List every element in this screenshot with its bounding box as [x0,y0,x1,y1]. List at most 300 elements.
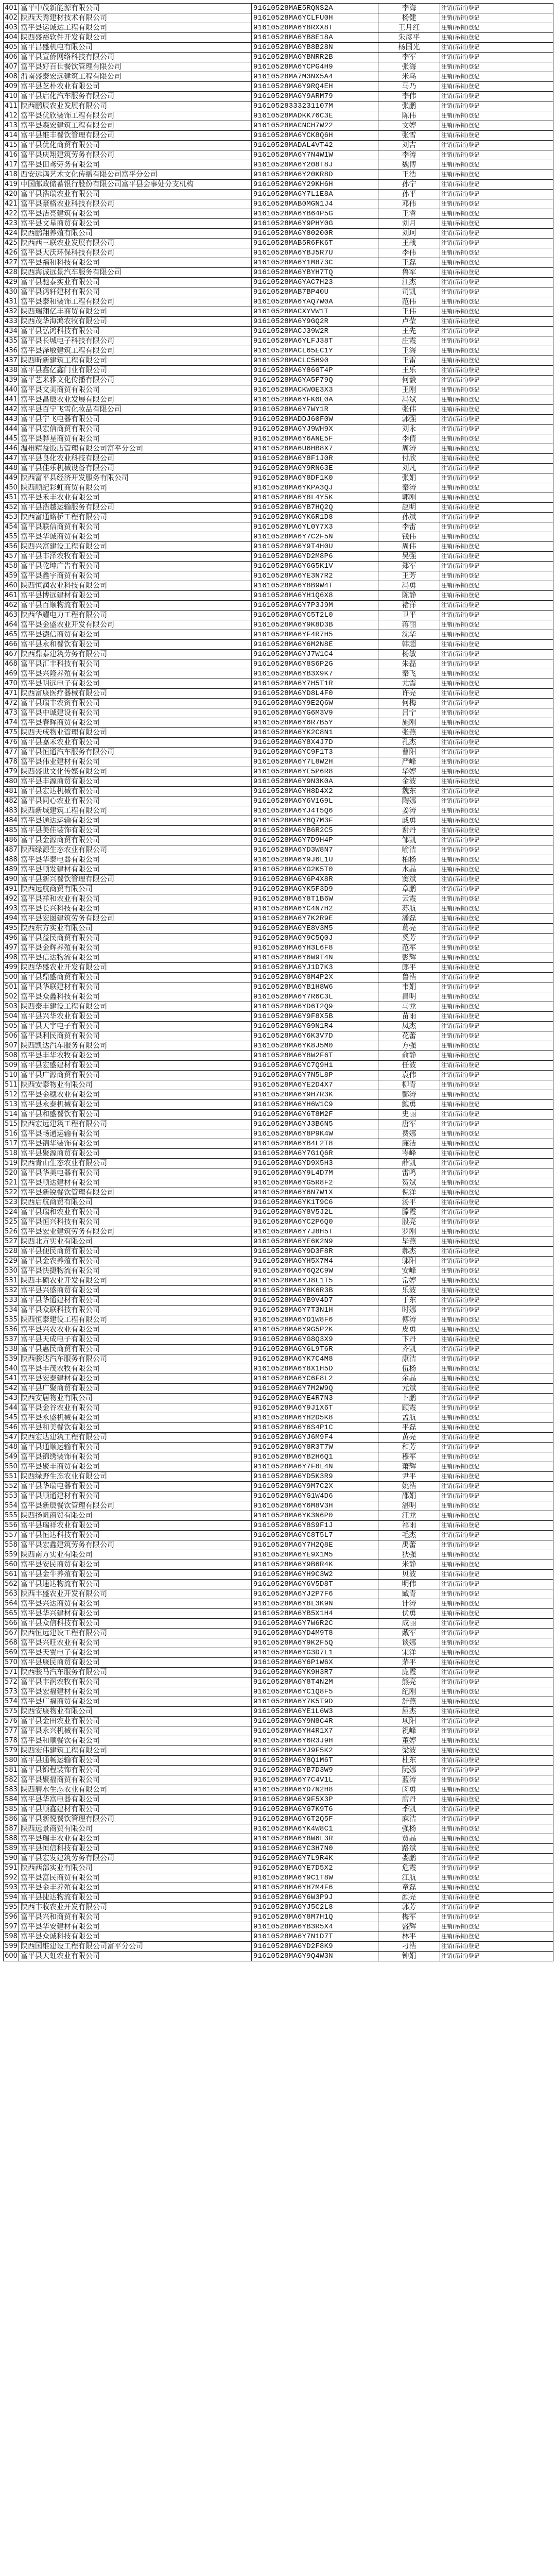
row-number-cell: 460 [4,581,19,591]
company-name-cell: 富平县华美电器有限公司 [19,1168,252,1178]
status-note-cell: 注销(吊销)登记 [440,62,553,72]
credit-code-cell: 91610528MA6YG3D7L1 [252,1648,378,1658]
company-name-cell: 富平县禾丰农业有限公司 [19,493,252,503]
legal-person-cell: 柳青 [378,1080,440,1090]
row-number-cell: 456 [4,542,19,552]
legal-person-cell: 谢丹 [378,826,440,836]
legal-person-cell: 殷亮 [378,1217,440,1227]
table-row [4,101,553,111]
table-row [4,581,553,591]
credit-code-cell: 91610528MA6Y9J6L1U [252,855,378,865]
company-name-cell: 陕西绿野生态农业有限公司 [19,1472,252,1482]
row-number-cell: 598 [4,1932,19,1942]
credit-code-cell: 91610528MA6YE9X1M5 [252,1550,378,1560]
credit-code-cell: 91610528MA6Y6M2N8E [252,640,378,650]
company-name-cell: 陕西宏远建筑工程有限公司 [19,1120,252,1129]
table-row [4,973,553,982]
credit-code-cell: 91610528MA6Y86GT4P [252,366,378,376]
company-name-cell: 富平县利民商贸有限公司 [19,1031,252,1041]
row-number-cell: 482 [4,796,19,806]
company-name-cell: 富平县华泰电器有限公司 [19,855,252,865]
credit-code-cell: 91610528MACJ39W2R [252,327,378,336]
row-number-cell: 535 [4,1315,19,1325]
company-name-cell: 陕西茂华海鸿农牧有限公司 [19,317,252,327]
legal-person-cell: 成丽 [378,1619,440,1629]
table-row [4,1403,553,1413]
company-name-cell: 陕西丰盛农业开发有限公司 [19,1589,252,1599]
table-row [4,1345,553,1354]
credit-code-cell: 91610528MA6Y9PHY0G [252,219,378,229]
company-name-cell: 富平县森宏建筑工程有限公司 [19,121,252,131]
row-number-cell: 447 [4,454,19,464]
row-number-cell: 440 [4,385,19,395]
table-row [4,268,553,278]
company-name-cell: 富平县美佳装饰有限公司 [19,826,252,836]
company-name-cell: 富平县金田农业有限公司 [19,1717,252,1726]
company-name-cell: 富平县丰润农牧有限公司 [19,1677,252,1687]
table-row [4,434,553,444]
table-row [4,885,553,894]
row-number-cell: 442 [4,405,19,415]
table-row [4,1051,553,1061]
legal-person-cell: 林平 [378,1932,440,1942]
legal-person-cell: 刘凡 [378,464,440,473]
company-name-cell: 富平县快捷物流有限公司 [19,1266,252,1276]
table-row [4,1785,553,1795]
status-note-cell: 注销(吊销)登记 [440,845,553,855]
credit-code-cell: 91610528MA6Y6L9T6R [252,1345,378,1354]
company-name-cell: 陕西海诚远景汽车服务有限公司 [19,268,252,278]
table-row [4,1100,553,1110]
status-note-cell: 注销(吊销)登记 [440,1609,553,1619]
company-name-cell: 富平县和盛餐饮有限公司 [19,1110,252,1120]
table-row [4,1472,553,1482]
table-row [4,699,553,708]
company-name-cell: 富平县富民商贸有限公司 [19,1873,252,1883]
credit-code-cell: 91610528MA6YG7K9T6 [252,1805,378,1815]
status-note-cell: 注销(吊销)登记 [440,307,553,317]
table-row [4,1746,553,1756]
row-number-cell: 466 [4,640,19,650]
status-note-cell: 注销(吊销)登记 [440,640,553,650]
row-number-cell: 585 [4,1805,19,1815]
credit-code-cell: 91610528MA6Y8W2F6T [252,1051,378,1061]
company-name-cell: 富平县广源商贸有限公司 [19,1071,252,1080]
company-name-cell: 富平县好百世餐饮管理有限公司 [19,62,252,72]
legal-person-cell: 王刚 [378,385,440,395]
row-number-cell: 541 [4,1374,19,1384]
status-note-cell: 注销(吊销)登记 [440,659,553,669]
table-row [4,1619,553,1629]
company-name-cell: 富平县金辉养殖有限公司 [19,943,252,953]
table-row [4,160,553,170]
legal-person-cell: 臧青 [378,1589,440,1599]
table-row [4,650,553,659]
row-number-cell: 549 [4,1452,19,1462]
legal-person-cell: 戚勇 [378,816,440,826]
legal-person-cell: 明伟 [378,1580,440,1589]
status-note-cell: 注销(吊销)登记 [440,101,553,111]
legal-person-cell: 纪刚 [378,1687,440,1697]
company-name-cell: 富平县博远建材有限公司 [19,591,252,601]
table-row [4,1873,553,1883]
status-note-cell: 注销(吊销)登记 [440,894,553,904]
status-note-cell: 注销(吊销)登记 [440,1805,553,1815]
table-row [4,1022,553,1031]
table-row [4,1677,553,1687]
row-number-cell: 426 [4,248,19,258]
table-row [4,1061,553,1071]
status-note-cell: 注销(吊销)登记 [440,111,553,121]
credit-code-cell: 91610528MAB0MGN1J4 [252,199,378,209]
status-note-cell: 注销(吊销)登记 [440,219,553,229]
status-note-cell: 注销(吊销)登记 [440,1051,553,1061]
status-note-cell: 注销(吊销)登记 [440,1824,553,1834]
legal-person-cell: 陈伟 [378,111,440,121]
status-note-cell: 注销(吊销)登记 [440,1746,553,1756]
row-number-cell: 588 [4,1834,19,1844]
row-number-cell: 502 [4,992,19,1002]
legal-person-cell: 齐凯 [378,1345,440,1354]
row-number-cell: 463 [4,611,19,620]
legal-person-cell: 强杨 [378,1824,440,1834]
legal-person-cell: 杜东 [378,1756,440,1766]
table-row [4,1090,553,1100]
status-note-cell: 注销(吊销)登记 [440,1286,553,1296]
company-name-cell: 富平县瑞丰农业有限公司 [19,1834,252,1844]
legal-person-cell: 司凯 [378,287,440,297]
legal-person-cell: 朱彦平 [378,33,440,43]
status-note-cell: 注销(吊销)登记 [440,943,553,953]
legal-person-cell: 任波 [378,1061,440,1071]
status-note-cell: 注销(吊销)登记 [440,1452,553,1462]
legal-person-cell: 李雷 [378,522,440,532]
row-number-cell: 574 [4,1697,19,1707]
status-note-cell: 注销(吊销)登记 [440,1090,553,1100]
legal-person-cell: 项阳 [378,1717,440,1726]
row-number-cell: 544 [4,1403,19,1413]
legal-person-cell: 孙平 [378,190,440,199]
row-number-cell: 580 [4,1756,19,1766]
credit-code-cell: 91610528MA6YCPG4H9 [252,62,378,72]
company-name-cell: 陕西富康医疗器械有限公司 [19,689,252,699]
table-row [4,522,553,532]
status-note-cell: 注销(吊销)登记 [440,1815,553,1824]
company-name-cell: 富平县鸿轩建材有限公司 [19,287,252,297]
legal-person-cell: 文婷 [378,121,440,131]
row-number-cell: 405 [4,43,19,53]
row-number-cell: 498 [4,953,19,963]
credit-code-cell: 91610528MA6Y7L8W2H [252,757,378,767]
company-name-cell: 富平县天成电子有限公司 [19,1335,252,1345]
credit-code-cell: 91610528MA6Y9E2Q6W [252,699,378,708]
company-name-cell: 富平县长兴科技有限公司 [19,904,252,914]
row-number-cell: 441 [4,395,19,405]
legal-person-cell: 席丹 [378,1795,440,1805]
legal-person-cell: 庄霞 [378,336,440,346]
status-note-cell: 注销(吊销)登记 [440,297,553,307]
row-number-cell: 410 [4,92,19,101]
row-number-cell: 561 [4,1570,19,1580]
row-number-cell: 480 [4,777,19,787]
company-name-cell: 富平县永泰机械有限公司 [19,1100,252,1110]
row-number-cell: 543 [4,1394,19,1403]
credit-code-cell: 91610528MA6YCK8Q6H [252,131,378,141]
table-row [4,718,553,728]
status-note-cell: 注销(吊销)登记 [440,1159,553,1168]
credit-code-cell: 91610528MA6YE4R7N3 [252,1394,378,1403]
credit-code-cell: 91610528MA6Y6R3J9H [252,1736,378,1746]
row-number-cell: 527 [4,1237,19,1247]
company-name-cell: 陕西天秀建材技术有限公司 [19,13,252,23]
credit-code-cell: 91610528MA6YK2C8N1 [252,728,378,738]
credit-code-cell: 91610528MA6YD1W8F6 [252,1315,378,1325]
legal-person-cell: 伏勇 [378,1609,440,1619]
legal-person-cell: 鲍勇 [378,1100,440,1110]
status-note-cell: 注销(吊销)登记 [440,1550,553,1560]
table-row [4,777,553,787]
row-number-cell: 493 [4,904,19,914]
legal-person-cell: 麻洁 [378,1815,440,1824]
credit-code-cell: 91610528MA6Y9F8X5B [252,1012,378,1022]
legal-person-cell: 张伟 [378,405,440,415]
company-name-cell: 陕西华耀电力工程有限公司 [19,611,252,620]
legal-person-cell: 奚芳 [378,934,440,943]
row-number-cell: 494 [4,914,19,924]
credit-code-cell: 91610528MA6YG9N1R4 [252,1022,378,1031]
company-name-cell: 富平县金穗农业有限公司 [19,1090,252,1100]
company-name-cell: 富平县华瑞电器有限公司 [19,1482,252,1492]
table-row [4,473,553,483]
table-row [4,659,553,669]
company-name-cell: 富平县丰泽农牧有限公司 [19,552,252,562]
company-name-cell: 富平县众信科技有限公司 [19,1619,252,1629]
legal-person-cell: 施刚 [378,718,440,728]
status-note-cell: 注销(吊销)登记 [440,209,553,219]
status-note-cell: 注销(吊销)登记 [440,356,553,366]
row-number-cell: 593 [4,1883,19,1893]
status-note-cell: 注销(吊销)登记 [440,43,553,53]
company-name-cell: 富平县庆翔建筑劳务有限公司 [19,150,252,160]
credit-code-cell: 91610528MA6Y7WY1R [252,405,378,415]
company-name-cell: 富平县丰源商贸有限公司 [19,777,252,787]
row-number-cell: 401 [4,4,19,13]
table-row [4,1805,553,1815]
legal-person-cell: 王乐 [378,366,440,376]
credit-code-cell: 91610528MA6Y9D3F8R [252,1247,378,1257]
legal-person-cell: 孙宁 [378,180,440,190]
row-number-cell: 434 [4,327,19,336]
company-name-cell: 富平县永兴机械有限公司 [19,1726,252,1736]
company-name-cell: 陕西北方实业有限公司 [19,1237,252,1247]
credit-code-cell: 91610528MA6Y6R7B5Y [252,718,378,728]
legal-person-cell: 王先 [378,327,440,336]
company-name-cell: 陕西宏达建筑工程有限公司 [19,1433,252,1443]
legal-person-cell: 秦飞 [378,669,440,679]
legal-person-cell: 颜亮 [378,1893,440,1903]
table-row [4,542,553,552]
status-note-cell: 注销(吊销)登记 [440,1677,553,1687]
status-note-cell: 注销(吊销)登记 [440,806,553,816]
table-row [4,757,553,767]
status-note-cell: 注销(吊销)登记 [440,1707,553,1717]
status-note-cell: 注销(吊销)登记 [440,1511,553,1521]
status-note-cell: 注销(吊销)登记 [440,1736,553,1746]
table-row [4,43,553,53]
table-row [4,640,553,650]
status-note-cell: 注销(吊销)登记 [440,1394,553,1403]
status-note-cell: 注销(吊销)登记 [440,992,553,1002]
company-name-cell: 富平县百顺物流有限公司 [19,601,252,611]
status-note-cell: 注销(吊销)登记 [440,23,553,33]
row-number-cell: 469 [4,669,19,679]
row-number-cell: 538 [4,1345,19,1354]
company-name-cell: 富平县瑞和农业有限公司 [19,1208,252,1217]
row-number-cell: 491 [4,885,19,894]
table-row [4,1775,553,1785]
credit-code-cell: 91610528MA6YA5F79Q [252,376,378,385]
credit-code-cell: 91610528MA6Y6N7W1X [252,1188,378,1198]
credit-code-cell: 91610528MA6Y8P9K4W [252,1129,378,1139]
row-number-cell: 473 [4,708,19,718]
table-row [4,1629,553,1638]
company-name-cell: 中国邮政储蓄银行股份有限公司富平县会事处分支机构 [19,180,252,190]
status-note-cell: 注销(吊销)登记 [440,1844,553,1854]
table-row [4,376,553,385]
credit-code-cell: 91610528MACLC5H90 [252,356,378,366]
table-row [4,982,553,992]
status-note-cell: 注销(吊销)登记 [440,425,553,434]
legal-person-cell: 昌明 [378,992,440,1002]
row-number-cell: 403 [4,23,19,33]
table-row [4,1912,553,1922]
legal-person-cell: 水晶 [378,865,440,875]
row-number-cell: 584 [4,1795,19,1805]
credit-code-cell: 91610528MA6Y7N4W1W [252,150,378,160]
table-row [4,1648,553,1658]
status-note-cell: 注销(吊销)登记 [440,366,553,376]
status-note-cell: 注销(吊销)登记 [440,601,553,611]
credit-code-cell: 91610528MA6YJ1D7K3 [252,963,378,973]
status-note-cell: 注销(吊销)登记 [440,405,553,415]
company-name-cell: 陕西恒远建设工程有限公司 [19,1629,252,1638]
credit-code-cell: 91610528MA6YB1H8W6 [252,982,378,992]
row-number-cell: 552 [4,1482,19,1492]
credit-code-cell: 91610528MA6YK7C4M8 [252,1354,378,1364]
status-note-cell: 注销(吊销)登记 [440,953,553,963]
table-row [4,708,553,718]
company-name-cell: 陕西远航商贸有限公司 [19,885,252,894]
row-number-cell: 575 [4,1707,19,1717]
company-name-cell: 陕西安居物业有限公司 [19,1394,252,1403]
row-number-cell: 472 [4,699,19,708]
company-name-cell: 富平县天宇电子有限公司 [19,1022,252,1031]
company-name-cell: 富平县泰和装饰工程有限公司 [19,297,252,307]
status-note-cell: 注销(吊销)登记 [440,1492,553,1501]
status-note-cell: 注销(吊销)登记 [440,1178,553,1188]
company-name-cell: 陕西安康物业有限公司 [19,1707,252,1717]
credit-code-cell: 91610528MADKK76C3E [252,111,378,121]
status-note-cell: 注销(吊销)登记 [440,679,553,689]
row-number-cell: 487 [4,845,19,855]
credit-code-cell: 91610528MA6Y9K8D3B [252,620,378,630]
credit-code-cell: 91610528MAB5R6FK6T [252,239,378,248]
table-row [4,1423,553,1433]
legal-person-cell: 滕霞 [378,1208,440,1217]
credit-code-cell: 91610528MA6YB3R5X4 [252,1922,378,1932]
company-name-cell: 富平县华兴建材有限公司 [19,1609,252,1619]
status-note-cell: 注销(吊销)登记 [440,141,553,150]
company-name-cell: 富平县芝朴农业有限公司 [19,82,252,92]
row-number-cell: 432 [4,307,19,317]
table-row [4,1531,553,1540]
row-number-cell: 486 [4,836,19,845]
table-row [4,53,553,62]
table-row [4,1560,553,1570]
legal-person-cell: 梅军 [378,1912,440,1922]
credit-code-cell: 91610528MA6Y6T8M2F [252,1110,378,1120]
company-name-cell: 富平县泽敏建筑工程有限公司 [19,346,252,356]
table-row [4,503,553,513]
status-note-cell: 注销(吊销)登记 [440,1717,553,1726]
row-number-cell: 569 [4,1648,19,1658]
legal-person-cell: 方强 [378,1041,440,1051]
company-name-cell: 富平县驰泰实业有限公司 [19,278,252,287]
company-name-cell: 陕西天成物业管理有限公司 [19,728,252,738]
credit-code-cell: 91610528MA6Y8RXX8T [252,23,378,33]
status-note-cell: 注销(吊销)登记 [440,248,553,258]
row-number-cell: 564 [4,1599,19,1609]
credit-code-cell: 91610528MA6Y29KH6H [252,180,378,190]
table-row [4,630,553,640]
credit-code-cell: 91610528MA6YB7HQ2Q [252,503,378,513]
table-row [4,1854,553,1863]
legal-person-cell: 娄鹏 [378,1854,440,1863]
table-row [4,806,553,816]
row-number-cell: 577 [4,1726,19,1736]
company-name-cell: 富平县广聚商贸有限公司 [19,1384,252,1394]
status-note-cell: 注销(吊销)登记 [440,1237,553,1247]
row-number-cell: 531 [4,1276,19,1286]
table-row [4,669,553,679]
table-row [4,1844,553,1854]
company-name-cell: 富平县顺通建材有限公司 [19,1492,252,1501]
row-number-cell: 586 [4,1815,19,1824]
legal-person-cell: 郭芳 [378,1903,440,1912]
row-number-cell: 557 [4,1531,19,1540]
table-row [4,1501,553,1511]
row-number-cell: 555 [4,1511,19,1521]
company-name-cell: 富平县维丰餐饮管理有限公司 [19,131,252,141]
credit-code-cell: 91610528MA6Y6ANE5F [252,434,378,444]
legal-person-cell: 路斌 [378,1844,440,1854]
legal-person-cell: 萧辉 [378,1462,440,1472]
legal-person-cell: 薛凯 [378,1159,440,1168]
company-name-cell: 富平县天翼电子有限公司 [19,1648,252,1658]
row-number-cell: 457 [4,552,19,562]
status-note-cell: 注销(吊销)登记 [440,376,553,385]
table-row [4,1726,553,1736]
enterprise-list-table [3,3,553,1961]
table-row [4,1120,553,1129]
company-name-cell: 陕西富平县经济开发服务有限公司 [19,473,252,483]
row-number-cell: 590 [4,1854,19,1863]
table-row [4,170,553,180]
credit-code-cell: 91610528MA6Y9L4D7M [252,1168,378,1178]
legal-person-cell: 刘吉 [378,141,440,150]
credit-code-cell: 91610528MA6YBYH7TQ [252,268,378,278]
row-number-cell: 439 [4,376,19,385]
